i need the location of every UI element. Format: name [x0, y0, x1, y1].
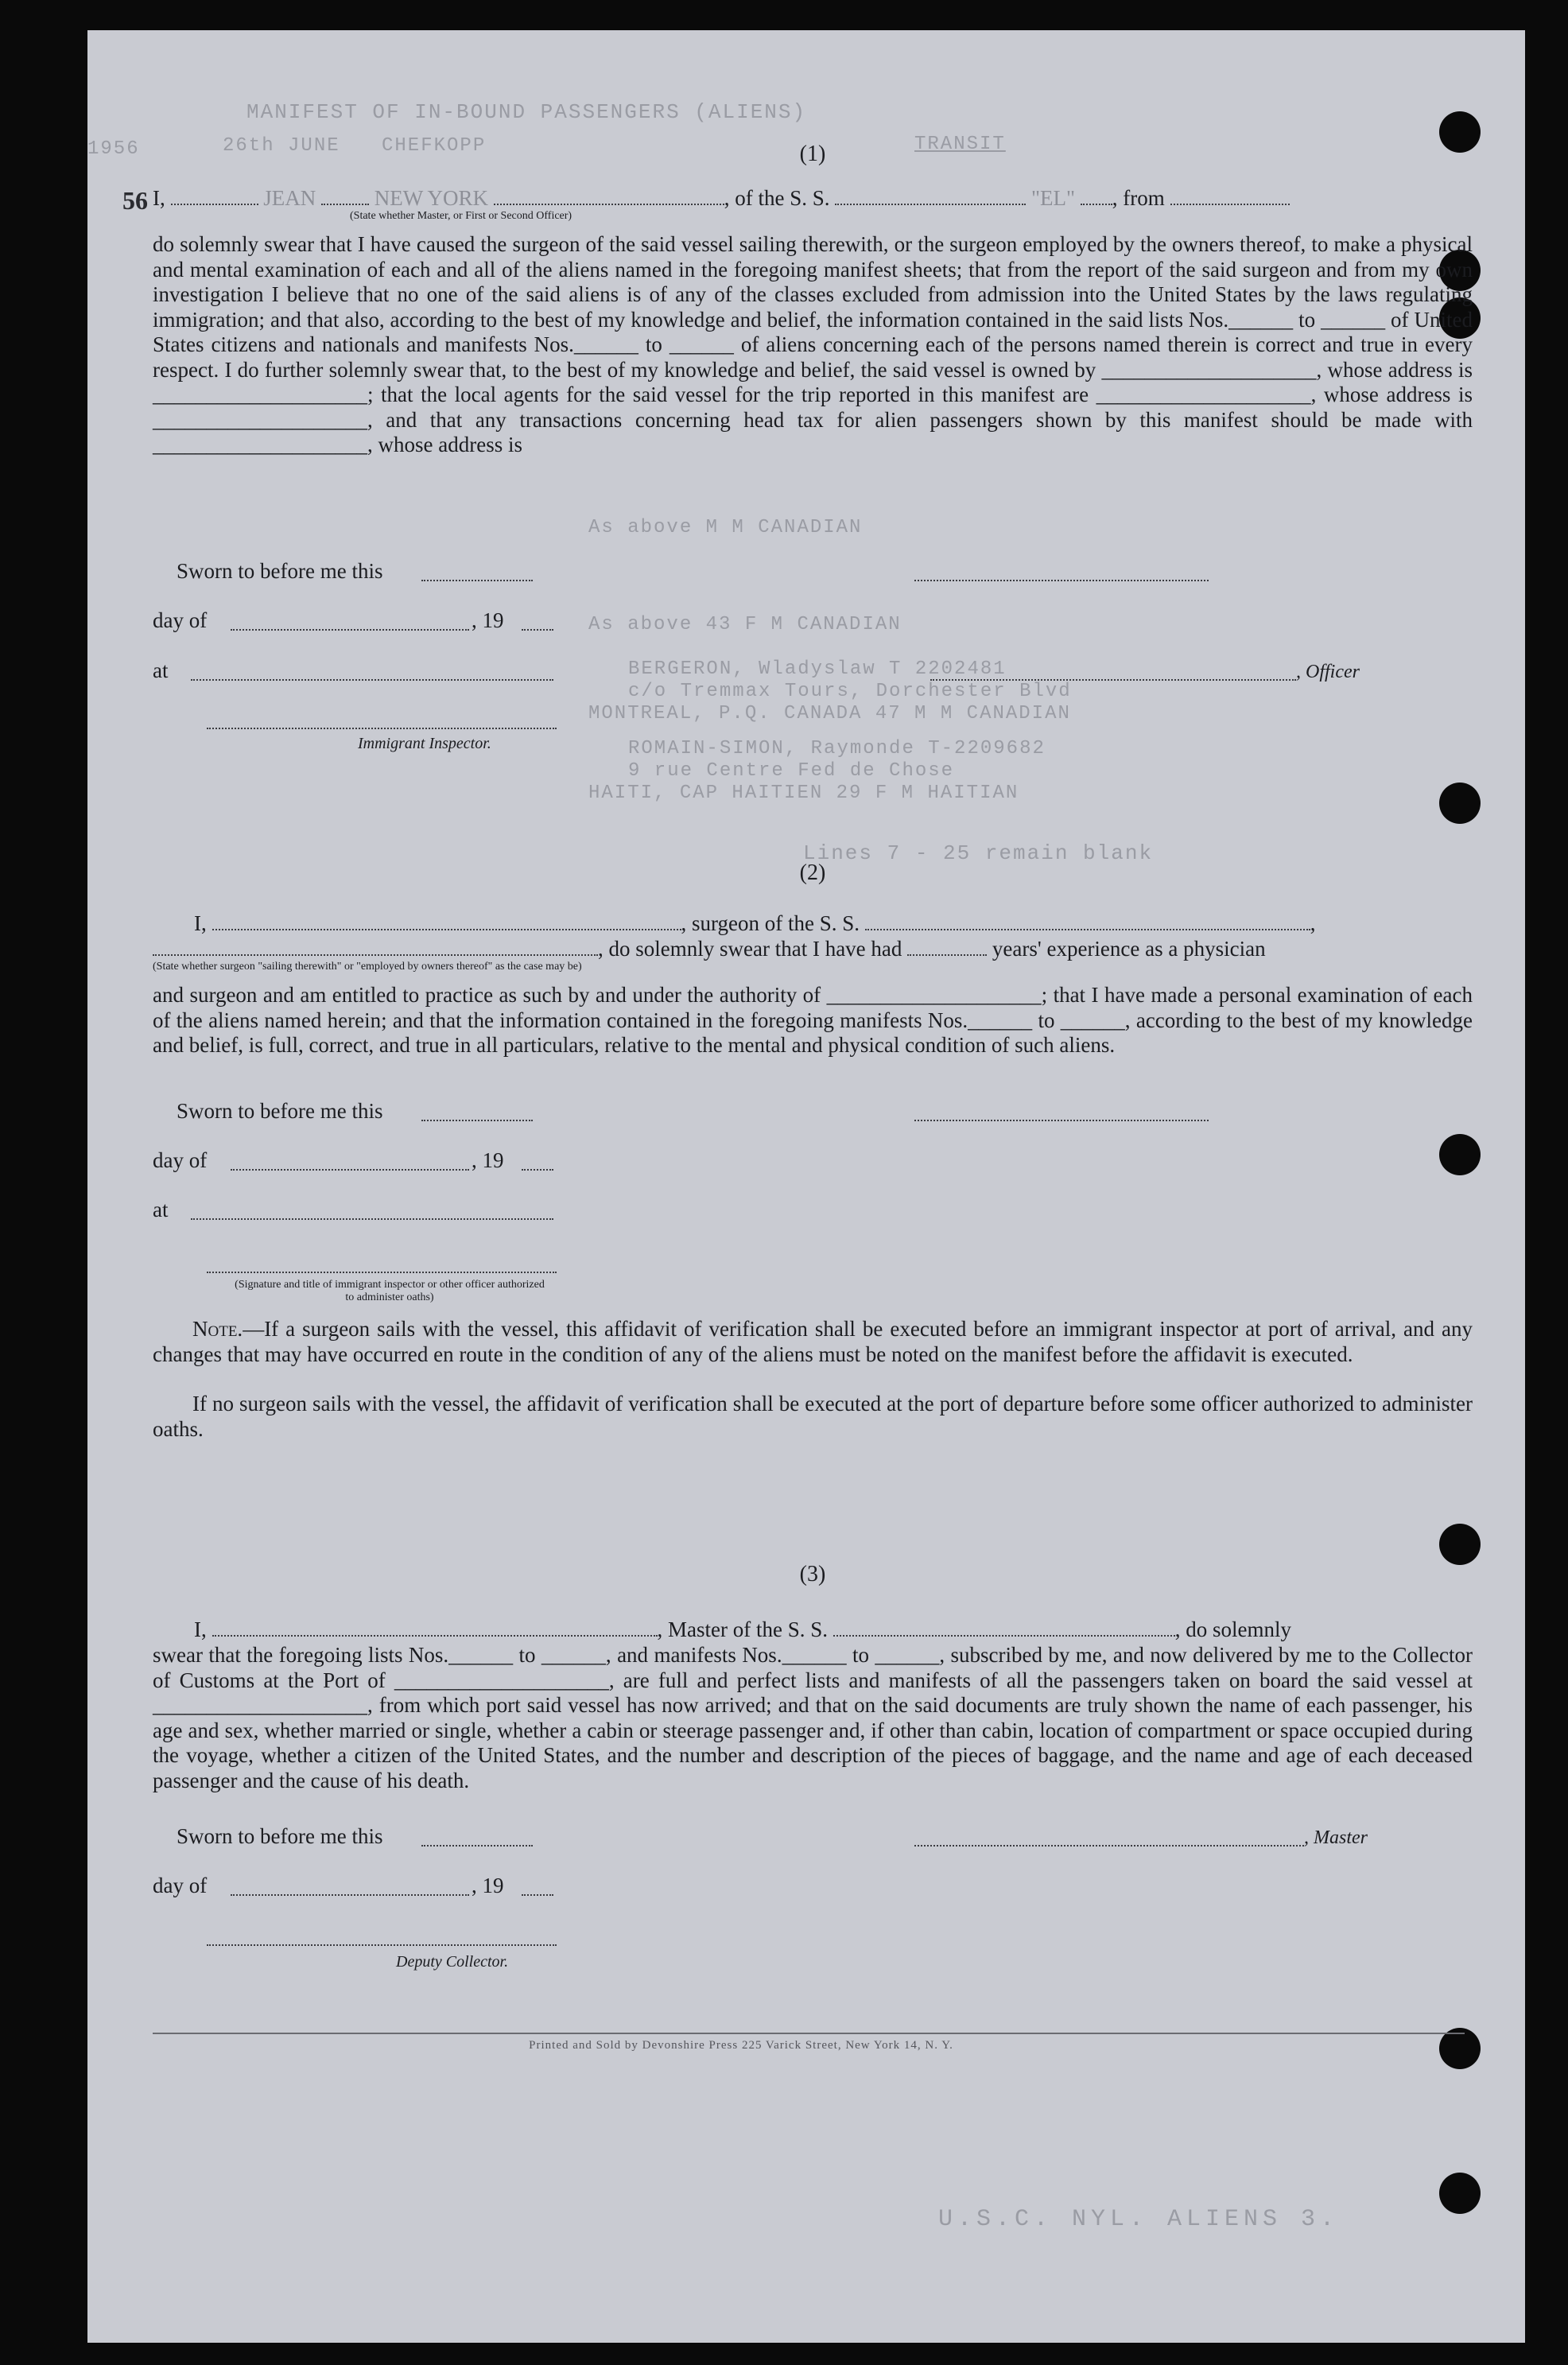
- page-number-mark: 56: [122, 186, 148, 215]
- section-3-number: (3): [799, 1562, 826, 1586]
- master-title-value: NEW YORK: [374, 186, 488, 210]
- do-solemnly-label: , do solemnly: [1174, 1617, 1291, 1641]
- day-of-field[interactable]: [231, 1893, 469, 1896]
- surgeon-name-field[interactable]: [212, 928, 681, 930]
- section-1-state-note: (State whether Master, or First or Second Officer): [350, 210, 572, 222]
- bleed-line: c/o Tremmax Tours, Dorchester Blvd: [628, 681, 1072, 702]
- master-label: , Master: [1304, 1827, 1368, 1848]
- punch-hole: [1439, 1524, 1481, 1565]
- i-prefix: I,: [194, 911, 207, 935]
- from-label: , from: [1112, 186, 1165, 210]
- section-2-opening-line: I, , surgeon of the S. S. ,: [194, 911, 1316, 935]
- year-19-label: , 19: [472, 1148, 504, 1172]
- master-name-field[interactable]: [212, 1634, 658, 1637]
- manifest-page: [87, 30, 1525, 2343]
- section-2-second-line: [153, 937, 1473, 962]
- note-label: Note.: [192, 1317, 243, 1341]
- sworn-date-field[interactable]: [421, 579, 533, 581]
- master-ship-field[interactable]: [833, 1634, 1175, 1637]
- at-label: at: [153, 1198, 169, 1221]
- at-label: at: [153, 658, 169, 682]
- faint-stamp-title: MANIFEST OF IN-BOUND PASSENGERS (ALIENS): [246, 100, 807, 124]
- immigrant-inspector-label: Immigrant Inspector.: [358, 735, 491, 752]
- master-title-field[interactable]: [494, 203, 724, 205]
- surgeon-ship-field[interactable]: [865, 928, 1310, 930]
- i-prefix: I,: [194, 1617, 207, 1641]
- bleed-line: Lines 7 - 25 remain blank: [803, 841, 1154, 865]
- year-field[interactable]: [522, 1168, 553, 1171]
- do-swear-label: , do solemnly swear that I have had: [598, 937, 902, 961]
- faint-stamp-transit: TRANSIT: [914, 134, 1006, 155]
- punch-hole: [1439, 2173, 1481, 2214]
- surgeon-sig-field[interactable]: [914, 1119, 1209, 1121]
- faint-stamp-date: 26th JUNE: [223, 135, 340, 157]
- master-name-value: JEAN: [263, 186, 316, 210]
- section-3-opening-line: [153, 1617, 1473, 1643]
- note-text: —If a surgeon sails with the vessel, this affidavit of verification shall be executed before an immigrant inspector at port of arrival, and any changes that may have occurred en route in the condition of any of the aliens must be noted on the manifest before the affidavit is executed.: [153, 1317, 1473, 1366]
- bleed-line: As above M M CANADIAN: [588, 517, 863, 538]
- i-prefix: I,: [153, 186, 165, 210]
- bottom-reference: U.S.C. NYL. ALIENS 3.: [938, 2206, 1340, 2233]
- ship-name-field[interactable]: [835, 203, 1026, 205]
- day-of-label: day of: [153, 608, 208, 632]
- bleed-line: HAITI, CAP HAITIEN 29 F M HAITIAN: [588, 783, 1019, 804]
- master-sig-field[interactable]: [914, 1844, 1304, 1847]
- sworn-sig-field[interactable]: [914, 579, 1209, 581]
- inspector-sig-line[interactable]: [207, 1271, 557, 1273]
- note-paragraph-2: If no surgeon sails with the vessel, the affidavit of verification shall be executed at the port of departure before some officer authorized to administer oaths.: [153, 1392, 1473, 1441]
- day-of-field[interactable]: [231, 628, 469, 631]
- year-field[interactable]: [522, 628, 553, 631]
- section-1-opening-line: [153, 186, 1473, 212]
- bleed-line: As above 43 F M CANADIAN: [588, 614, 902, 635]
- master-name-field[interactable]: [171, 203, 258, 205]
- at-field[interactable]: [191, 1217, 553, 1220]
- sworn-date-field[interactable]: [421, 1119, 533, 1121]
- signature-title-note: (Signature and title of immigrant inspector or other officer authorized to administer oaths): [235, 1279, 545, 1303]
- officer-sig-field[interactable]: [930, 678, 1296, 681]
- officer-label: , Officer: [1296, 662, 1360, 682]
- sworn-label: Sworn to before me this: [177, 1099, 383, 1123]
- day-of-label: day of: [153, 1874, 208, 1897]
- section-3-paragraph: swear that the foregoing lists Nos.______ to ______, and manifests Nos.______ to ______, subscribed by me, and now delivered by me to the Collector of Customs at the Port of ____________________, are full and perfect lists and manifests of all the passengers taken on board the said vessel at ____________________, from which port said vessel has now arrived; and that on the said documents are truly shown the name of each passenger, his age and sex, whether married or single, whether a cabin or steerage passenger and, if other than cabin, location of compartment or space occupied during the voyage, whether a citizen of the United States, and the number and description of the pieces of baggage, and the name and age of each deceased passenger and the cause of his death.: [153, 1643, 1473, 1792]
- punch-hole: [1439, 1134, 1481, 1175]
- faint-stamp-year: 1956: [87, 138, 140, 160]
- section-1-number: (1): [799, 142, 826, 166]
- bleed-line: MONTREAL, P.Q. CANADA 47 M M CANADIAN: [588, 703, 1071, 724]
- year-field[interactable]: [522, 1893, 553, 1896]
- section-1-paragraph: do solemnly swear that I have caused the surgeon of the said vessel sailing therewith, or the surgeon employed by the owners thereof, to make a physical and mental examination of each and all of the aliens named in the foregoing manifest sheets; that from the report of the said surgeon and from my own investigation I believe that no one of the said aliens is of any of the classes excluded from admission into the United States by the laws regulating immigration; and that also, according to the best of my knowledge and belief, the information contained in the said lists Nos.______ to ______ of United States citizens and nationals and manifests Nos.______ to ______ of aliens concerning each of the persons named therein is correct and true in every respect. I do further solemnly swear that, to the best of my knowledge and belief, the said vessel is owned by ____________________, whose address is ____________________; that the local agents for the said vessel for the trip reported in this manifest are ____________________, whose address is ____________________, and that any transactions concerning head tax for alien passengers shown by this manifest should be made with ____________________, whose address is: [153, 232, 1473, 456]
- printer-footer: Printed and Sold by Devonshire Press 225 Varick Street, New York 14, N. Y.: [529, 2039, 953, 2052]
- year-19-label: , 19: [472, 608, 504, 632]
- note-paragraph: [153, 1317, 1473, 1367]
- day-of-field[interactable]: [231, 1168, 469, 1171]
- of-the-ss-label: , of the S. S.: [724, 186, 830, 210]
- years-field[interactable]: [907, 953, 987, 956]
- section-2-number: (2): [799, 860, 826, 885]
- at-field[interactable]: [191, 678, 553, 681]
- ship-name-value: "EL": [1031, 186, 1076, 210]
- deputy-sig-line[interactable]: [207, 1944, 557, 1946]
- day-of-label: day of: [153, 1148, 208, 1172]
- bleed-line: ROMAIN-SIMON, Raymonde T-2209682: [628, 738, 1046, 759]
- bleed-line: BERGERON, Wladyslaw T 2202481: [628, 658, 1007, 680]
- years-experience-label: years' experience as a physician: [992, 937, 1266, 961]
- punch-hole: [1439, 783, 1481, 824]
- surgeon-capacity-field[interactable]: [153, 953, 598, 956]
- bleed-line: 9 rue Centre Fed de Chose: [628, 760, 955, 782]
- year-19-label: , 19: [472, 1874, 504, 1897]
- sworn-label: Sworn to before me this: [177, 1824, 383, 1848]
- sworn-label: Sworn to before me this: [177, 559, 383, 583]
- deputy-collector-label: Deputy Collector.: [396, 1953, 509, 1971]
- section-2-paragraph: and surgeon and am entitled to practice as such by and under the authority of ____________________; that I have made a personal examination of each of the aliens named herein; and that the information contained in the foregoing manifests Nos.______ to ______, according to the best of my knowledge and belief, is full, correct, and true in all particulars, relative to the mental and physical condition of such aliens.: [153, 983, 1473, 1057]
- master-of-ss-label: , Master of the S. S.: [657, 1617, 828, 1641]
- inspector-sig-line[interactable]: [207, 727, 557, 729]
- footer-rule: [153, 2033, 1465, 2034]
- surgeon-of-ss-label: , surgeon of the S. S.: [681, 911, 860, 935]
- sworn-date-field[interactable]: [421, 1844, 533, 1847]
- from-port-field[interactable]: [1170, 203, 1290, 205]
- faint-stamp-ship: CHEFKOPP: [382, 135, 487, 157]
- section-2-state-note: (State whether surgeon "sailing therewith" or "employed by owners thereof" as the case may be): [153, 961, 582, 973]
